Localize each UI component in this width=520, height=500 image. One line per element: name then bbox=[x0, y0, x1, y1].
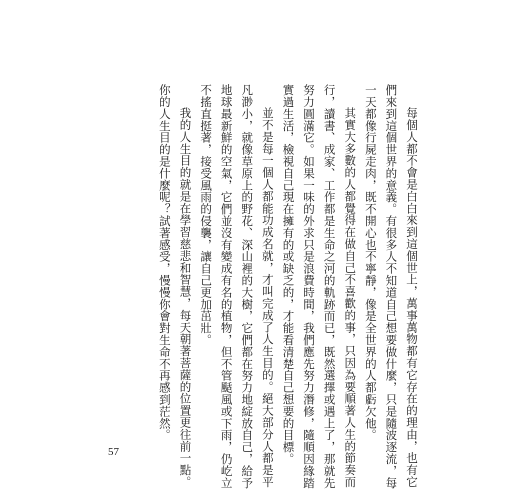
text-line: 地球最新鮮的空氣，它們並沒有變成有名的植物，但不管颳風或下雨，仍屹立 bbox=[219, 84, 234, 489]
text-line: 實過生活，檢視自己現在擁有的或缺乏的，才能看清楚自己想要的目標。 bbox=[281, 84, 296, 465]
text-line: 不搖直挺著，接受風雨的侵襲，讓自己更加茁壯。 bbox=[199, 84, 214, 346]
page-number: 57 bbox=[108, 446, 119, 458]
text-line: 我的人生目的就是在學習慈悲和智慧，每天朝著菩薩的位置更往前一點。 bbox=[178, 107, 193, 488]
text-line: 們來到這個世界的意義。有很多人不知道自己想要做什麼，只是隨波逐流，每 bbox=[384, 84, 399, 489]
text-line: 其實大多數的人都覺得在做自己不喜歡的事，只因為要順著人生的節奏而 bbox=[343, 107, 358, 488]
text-line: 努力圓滿它。如果一味的外求只是浪費時間，我們應先努力潛修，隨順因緣踏 bbox=[302, 84, 317, 489]
text-line: 行，讀書、成家、工作都是生命之河的軌跡而已，既然選擇或遇上了，那就先 bbox=[322, 84, 337, 489]
text-line: 每個人都不會是白白來到這個世上，萬事萬物都有它存在的理由，也有它 bbox=[405, 107, 419, 488]
body-text bbox=[154, 84, 422, 489]
text-line: 凡渺小，就像草原上的野花、深山裡的大樹，它們都在努力地綻放自己，給予 bbox=[240, 84, 255, 489]
text-line: 一天都像行屍走肉，既不開心也不寧靜，像是全世界的人都虧欠他。 bbox=[363, 84, 378, 441]
text-line: 你的人生目的是什麼呢？試著感受，慢慢你會對生命不再感到茫然。 bbox=[157, 84, 172, 441]
text-line: 並不是每一個人都能功成名就，才叫完成了人生目的。絕大部分人都是平 bbox=[260, 107, 275, 488]
